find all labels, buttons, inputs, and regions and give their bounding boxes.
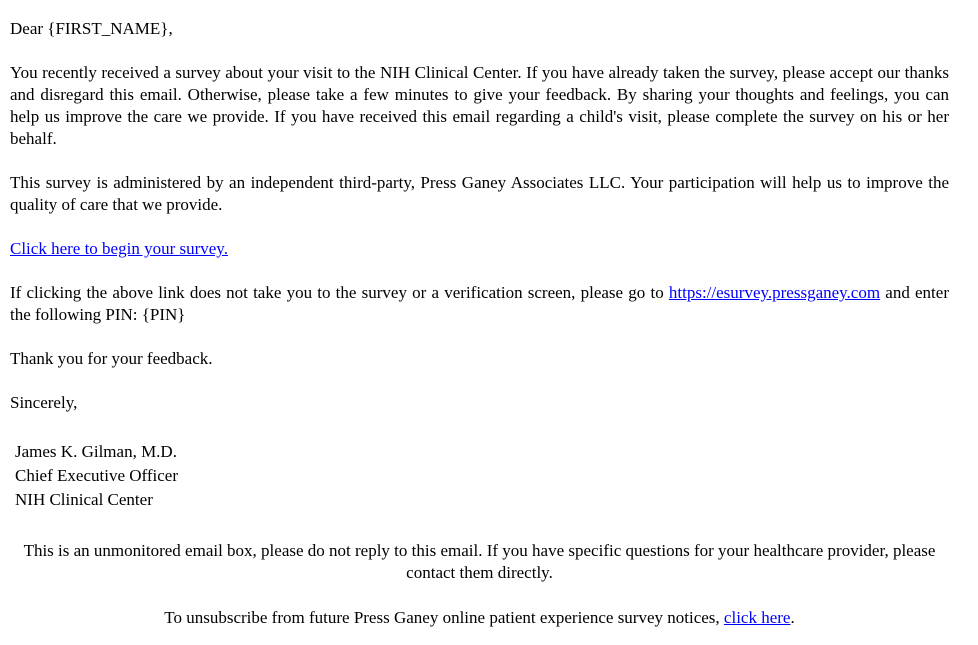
paragraph-administered: This survey is administered by an independent third-party, Press Ganey Associates LLC. Your participation will help us to improve the quality of care that we provide. <box>10 173 949 214</box>
salutation: Dear {FIRST_NAME}, <box>10 19 173 38</box>
pin-paragraph <box>10 282 949 326</box>
paragraph-survey-intro: You recently received a survey about your visit to the NIH Clinical Center. If you have already taken the survey, please accept our thanks and disregard this email. Otherwise, please take a few minutes to give your feedback. By sharing your thoughts and feelings, you can help us improve the care we provide. If you have received this email regarding a child's visit, please complete the survey on his or her behalf. <box>10 63 949 148</box>
unsubscribe-line <box>10 607 949 629</box>
unsubscribe-before-link: To unsubscribe from future Press Ganey online patient experience survey notices, <box>164 608 724 627</box>
begin-survey-link[interactable]: Click here to begin your survey. <box>10 239 228 258</box>
signature-organization: NIH Clinical Center <box>15 490 153 509</box>
pin-paragraph-before-link: If clicking the above link does not take you to the survey or a verification screen, please go to <box>10 283 669 302</box>
unsubscribe-after-link: . <box>790 608 795 627</box>
unsubscribe-link[interactable]: click here <box>723 608 791 627</box>
pin-paragraph-after-link: and enter the following PIN: {PIN} <box>10 283 949 324</box>
unmonitored-notice: This is an unmonitored email box, please do not reply to this email. If you have specific questions for your healthcare provider, please contact them directly. <box>23 541 936 582</box>
signature-title: Chief Executive Officer <box>15 466 179 485</box>
esurvey-link[interactable]: https://esurvey.pressganey.com <box>668 283 881 302</box>
signature-name: James K. Gilman, M.D. <box>15 442 177 461</box>
thanks-line: Thank you for your feedback. <box>10 349 213 368</box>
closing-line: Sincerely, <box>10 393 78 412</box>
signature-block <box>15 440 949 512</box>
survey-link-paragraph <box>10 238 949 260</box>
